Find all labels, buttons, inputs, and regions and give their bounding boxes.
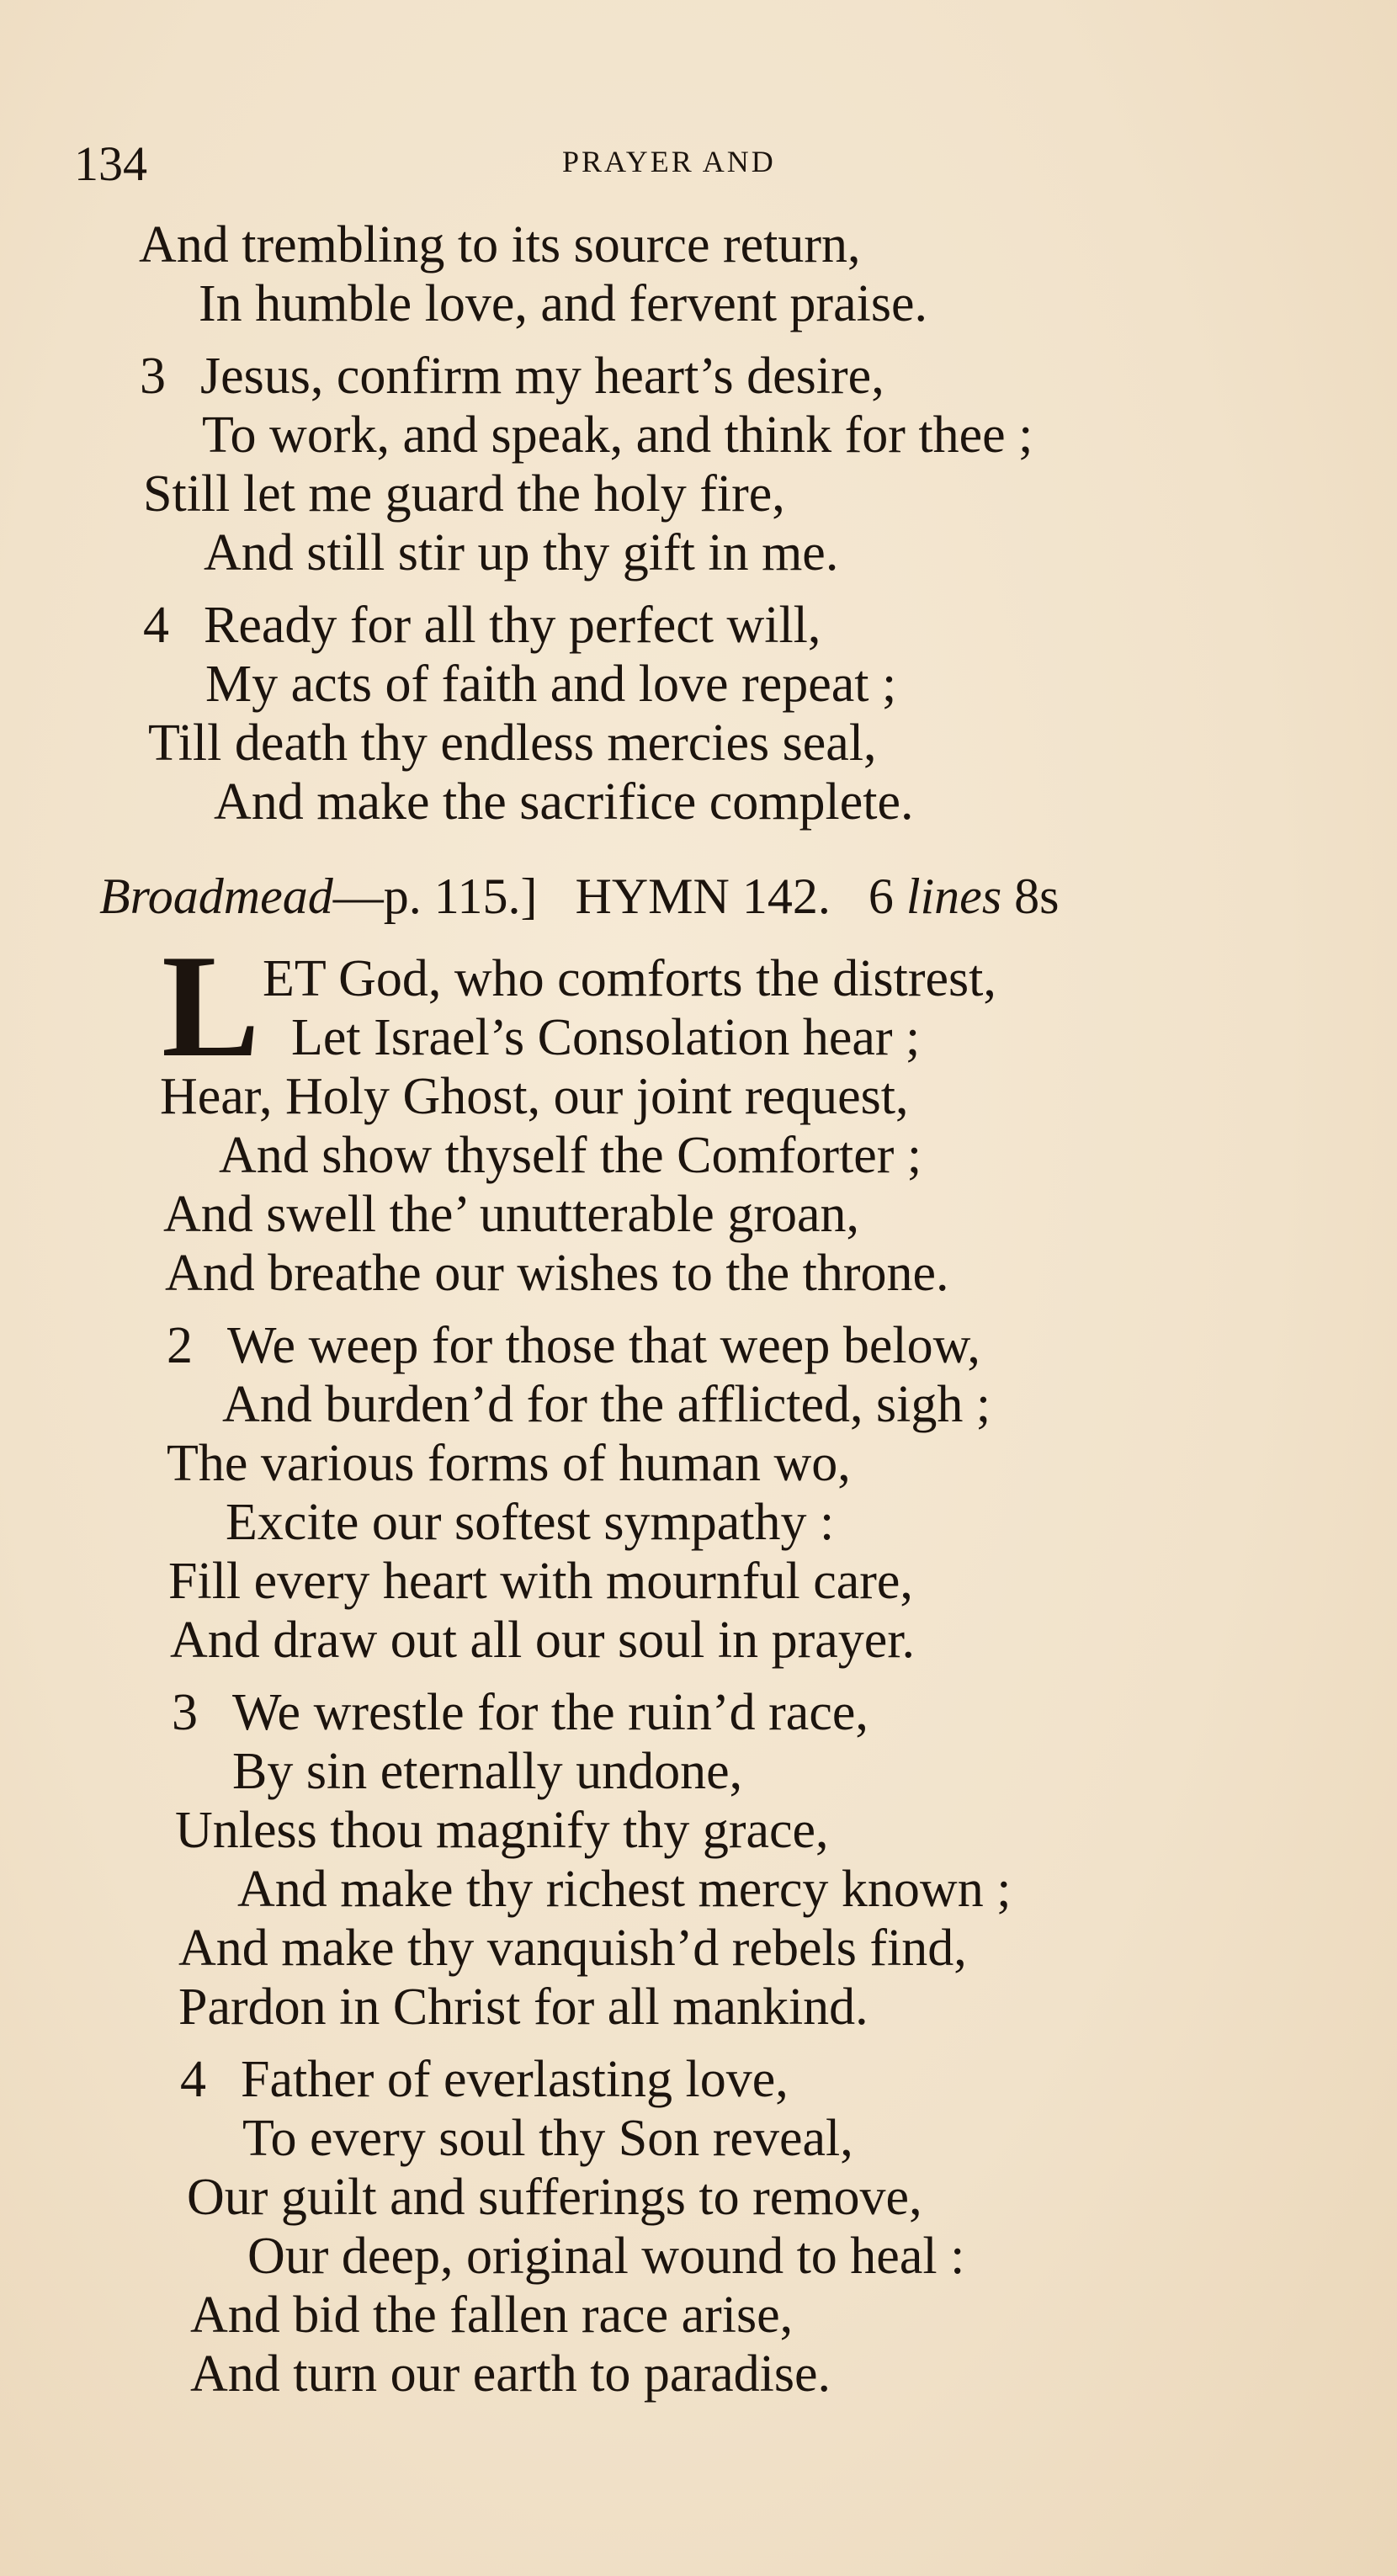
verse-line: And make the sacrifice complete. [214,773,914,831]
verse-line: And make thy richest mercy known ; [237,1861,1012,1918]
meter-suffix: 8s [1014,868,1060,924]
verse-number: 4 [180,2051,206,2108]
verse-line: Hear, Holy Ghost, our joint request, [160,1068,909,1125]
verse-line: Our guilt and sufferings to remove, [187,2169,922,2226]
verse-number: 4 [143,597,169,654]
verse-line: 4 Father of everlasting love, [180,2051,789,2108]
page-number: 134 [74,136,147,191]
verse-line: 3 We wrestle for the ruin’d race, [172,1684,868,1741]
verse-line: And turn our earth to paradise. [190,2345,831,2403]
verse-line: To every soul thy Son reveal, [242,2110,853,2167]
verse-line: In humble love, and fervent praise. [199,275,927,332]
verse-line: And swell the’ unutterable groan, [163,1186,859,1243]
verse-number: 3 [172,1684,198,1741]
verse-line: Till death thy endless mercies seal, [148,714,877,772]
verse-line: Fill every heart with mournful care, [168,1553,913,1610]
verse-line: To work, and speak, and think for thee ; [202,406,1033,464]
verse-line: Our deep, original wound to heal : [247,2228,965,2285]
verse-line: 2 We weep for those that weep below, [167,1317,980,1374]
meter-word: lines [906,868,1002,924]
verse-line: Let Israel’s Consolation hear ; [291,1009,921,1066]
verse-line: And burden’d for the afflicted, sigh ; [222,1376,991,1433]
verse-line: And still stir up thy gift in me. [204,524,839,582]
verse-line: And breathe our wishes to the throne. [165,1245,949,1302]
drop-cap: L [162,924,260,1087]
verse-line: My acts of faith and love repeat ; [205,656,897,713]
meter-count: 6 [868,868,894,924]
verse-line: Excite our softest sympathy : [226,1494,835,1551]
verse-number: 3 [140,348,166,405]
verse-number: 2 [167,1317,193,1374]
verse-line: 3 Jesus, confirm my heart’s desire, [140,348,884,405]
hymn-label: HYMN 142. [575,868,831,924]
verse-line: ET God, who comforts the distrest, [263,950,996,1007]
verse-line: And bid the fallen race arise, [190,2287,794,2344]
verse-line: Still let me guard the holy fire, [143,465,785,523]
verse-line: And trembling to its source return, [139,216,861,274]
verse-line: Pardon in Christ for all mankind. [178,1978,868,2036]
verse-line: And draw out all our soul in prayer. [170,1612,916,1669]
verse-line: And make thy vanquish’d rebels find, [178,1920,967,1977]
verse-line: 4 Ready for all thy perfect will, [143,597,821,654]
running-title: PRAYER AND [562,145,776,178]
tune-reference: —p. 115.] [332,868,538,924]
verse-line: And show thyself the Comforter ; [219,1127,922,1184]
verse-line: Unless thou magnify thy grace, [175,1802,829,1859]
hymn-heading [99,867,1060,926]
tune-name: Broadmead [99,868,333,924]
verse-line: The various forms of human wo, [167,1435,851,1492]
verse-line: By sin eternally undone, [232,1743,743,1800]
